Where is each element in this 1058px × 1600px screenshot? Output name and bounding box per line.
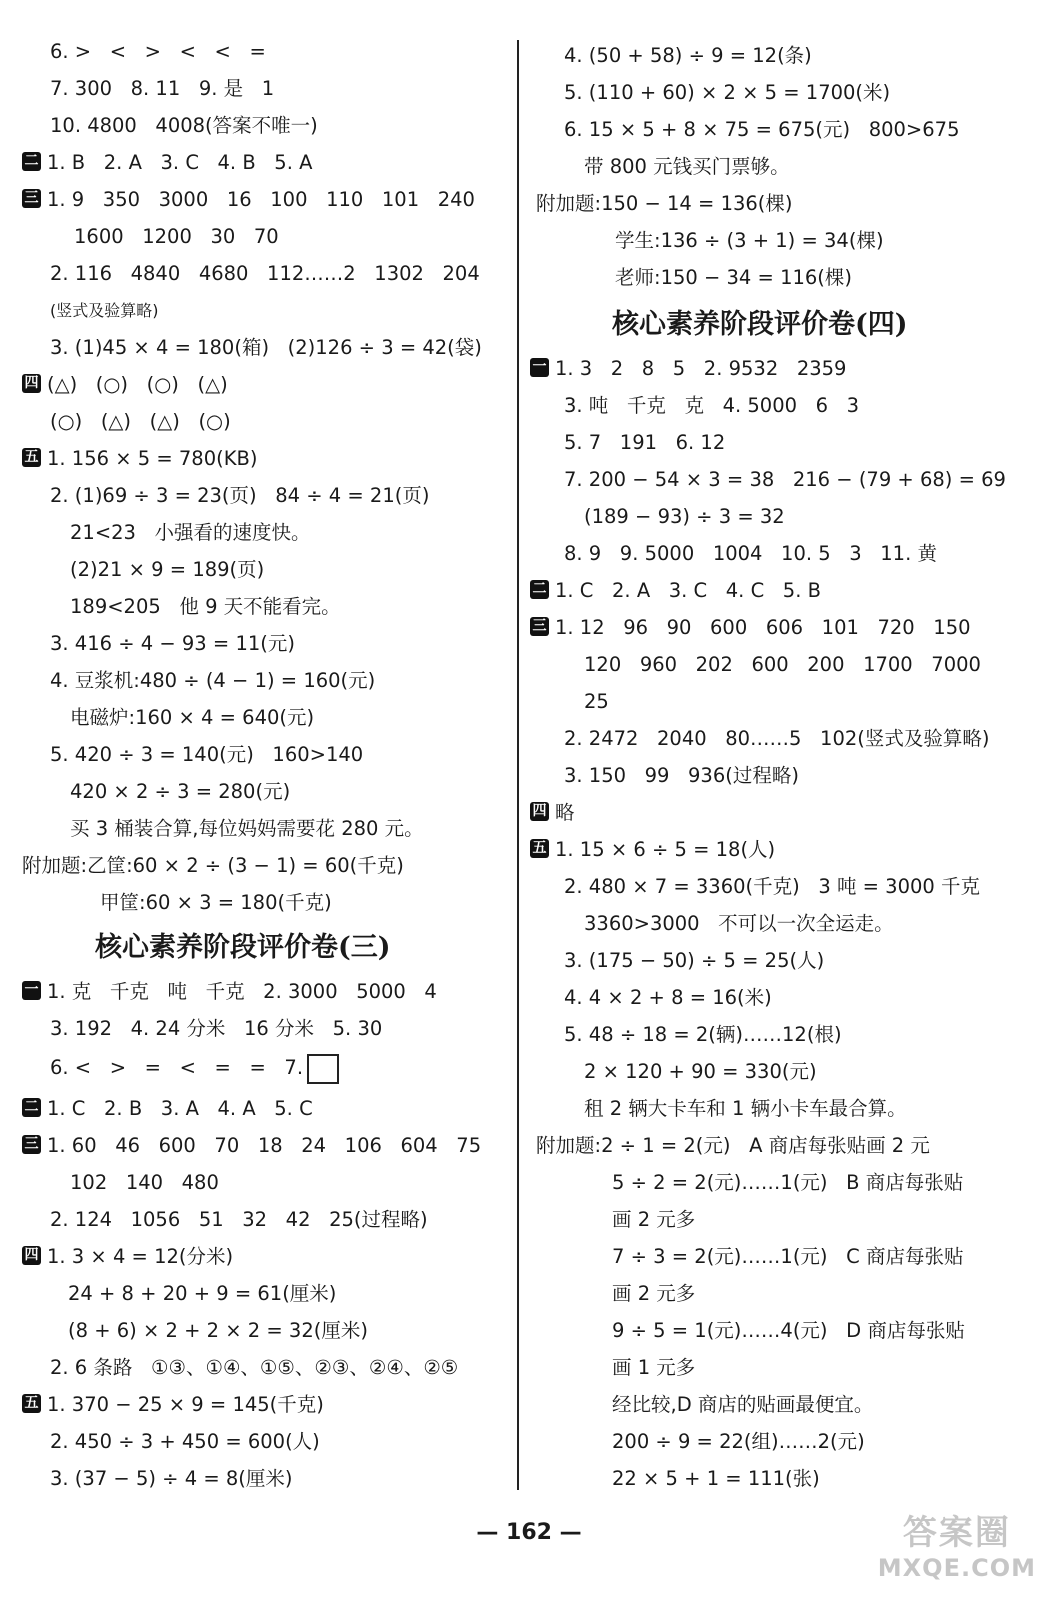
answer-text: 1600 1200 30 70 (74, 225, 279, 248)
answer-text: 附加题:乙筐:60 × 2 ÷ (3 − 1) = 60(千克) (22, 854, 404, 877)
answer-text: 7. 200 − 54 × 3 = 38 216 − (79 + 68) = 69 (564, 468, 1006, 491)
answer-line (530, 353, 846, 387)
answer-text: 3. (1)45 × 4 = 180(箱) (2)126 ÷ 3 = 42(袋) (50, 336, 482, 359)
section-badge: 二 (22, 1098, 41, 1117)
answer-text: (△) (○) (○) (△) (47, 373, 228, 396)
answer-line (530, 575, 821, 609)
answer-text: 2. 2472 2040 80……5 102(竖式及验算略) (564, 727, 990, 750)
answer-text: 1. 9 350 3000 16 100 110 101 240 (47, 188, 475, 211)
answer-text: 22 × 5 + 1 = 111(张) (612, 1467, 820, 1490)
answer-text: 10. 4800 4008(答案不唯一) (50, 114, 318, 137)
answer-text: 24 + 8 + 20 + 9 = 61(厘米) (68, 1282, 337, 1305)
answer-text: 1. 克 千克 吨 千克 2. 3000 5000 4 (47, 980, 437, 1003)
answer-text: 租 2 辆大卡车和 1 辆小卡车最合算。 (584, 1097, 907, 1120)
answer-line (50, 739, 363, 773)
column-divider (517, 40, 519, 1490)
answer-text: 电磁炉:160 × 4 = 640(元) (70, 706, 315, 729)
answer-line (564, 114, 960, 148)
answer-text: (8 + 6) × 2 + 2 × 2 = 32(厘米) (68, 1319, 368, 1342)
square-shape (307, 1054, 339, 1084)
answer-line (50, 406, 231, 440)
answer-text: 甲筐:60 × 3 = 180(千克) (100, 891, 332, 914)
answer-text: 4. 4 × 2 + 8 = 16(米) (564, 986, 772, 1009)
answer-line (70, 776, 290, 810)
section-badge: 一 (530, 358, 549, 377)
answer-line (612, 1278, 695, 1312)
answer-line (530, 797, 575, 831)
answer-line (22, 850, 404, 884)
answer-line (564, 871, 980, 905)
answer-text: 3360>3000 不可以一次全运走。 (584, 912, 894, 935)
answer-line (612, 1352, 695, 1386)
answer-line (50, 1352, 458, 1386)
answer-text: (竖式及验算略) (50, 301, 159, 320)
section-badge: 三 (530, 617, 549, 636)
section-badge: 四 (22, 1246, 41, 1265)
answer-line (564, 464, 1006, 498)
answer-text: 102 140 480 (70, 1171, 219, 1194)
section-badge: 二 (22, 152, 41, 171)
section-badge: 一 (22, 981, 41, 1000)
answer-line (70, 517, 311, 551)
answer-line (50, 258, 480, 292)
answer-line (22, 443, 258, 477)
answer-line (22, 1093, 313, 1127)
answer-line (22, 147, 312, 181)
answer-text: 3. (175 − 50) ÷ 5 = 25(人) (564, 949, 825, 972)
answer-line (530, 834, 775, 868)
answer-text: 学生:136 ÷ (3 + 1) = 34(棵) (615, 229, 884, 252)
answer-line (612, 1315, 965, 1349)
answer-text: 画 2 元多 (612, 1282, 696, 1305)
answer-line (50, 1426, 320, 1460)
answer-text: 3. 150 99 936(过程略) (564, 764, 799, 787)
answer-line (536, 1130, 930, 1164)
answer-line (22, 1130, 481, 1164)
answer-line (564, 760, 799, 794)
answer-line (612, 1426, 865, 1460)
answer-text: 买 3 桶装合算,每位妈妈需要花 280 元。 (70, 817, 424, 840)
answer-text: 21<23 小强看的速度快。 (70, 521, 311, 544)
answer-text: 1. B 2. A 3. C 4. B 5. A (47, 151, 313, 174)
answer-line (50, 332, 482, 366)
answer-text: 8. 9 9. 5000 1004 10. 5 3 11. 黄 (564, 542, 937, 565)
answer-text: 附加题:2 ÷ 1 = 2(元) A 商店每张贴画 2 元 (536, 1134, 930, 1157)
answer-line (50, 665, 375, 699)
answer-text: (○) (△) (△) (○) (50, 410, 231, 433)
answer-line (68, 1278, 336, 1312)
section-badge: 三 (22, 1135, 41, 1154)
answer-line (584, 1056, 817, 1090)
answer-line (50, 480, 429, 514)
section-badge: 四 (530, 802, 549, 821)
answer-text: 6. < > = < = = 7. (50, 1056, 304, 1079)
answer-line (584, 1093, 907, 1127)
answer-text: 3. 192 4. 24 分米 16 分米 5. 30 (50, 1017, 383, 1040)
section-badge: 二 (530, 580, 549, 599)
answer-line (70, 702, 314, 736)
section-title: 核心素养阶段评价卷(三) (95, 932, 391, 963)
answer-text: 2. 116 4840 4680 112……2 1302 204 (50, 262, 480, 285)
section-title: 核心素养阶段评价卷(四) (612, 309, 908, 340)
answer-line (564, 982, 772, 1016)
answer-text: 2. 480 × 7 = 3360(千克) 3 吨 = 3000 千克 (564, 875, 981, 898)
answer-line (22, 1389, 324, 1423)
answer-line (50, 1052, 339, 1086)
answer-line (612, 1204, 695, 1238)
answer-line (536, 188, 793, 222)
section-badge: 五 (22, 448, 41, 467)
answer-line (22, 369, 228, 403)
answer-line (70, 1167, 219, 1201)
answer-text: 4. (50 + 58) ÷ 9 = 12(条) (564, 44, 812, 67)
answer-text: 120 960 202 600 200 1700 7000 (584, 653, 981, 676)
answer-line (612, 1241, 963, 1275)
answer-text: (189 − 93) ÷ 3 = 32 (584, 505, 785, 528)
answer-line (564, 40, 812, 74)
answer-text: 略 (555, 801, 575, 824)
watermark-logo (878, 1505, 1036, 1582)
answer-text: 3. 416 ÷ 4 − 93 = 11(元) (50, 632, 295, 655)
answer-text: 5 ÷ 2 = 2(元)……1(元) B 商店每张贴 (612, 1171, 964, 1194)
watermark-text: 答案圈 (902, 1513, 1011, 1553)
answer-text: 5. 420 ÷ 3 = 140(元) 160>140 (50, 743, 364, 766)
answer-line (564, 390, 859, 424)
answer-text: 1. 60 46 600 70 18 24 106 604 75 (47, 1134, 482, 1157)
answer-text: 7. 300 8. 11 9. 是 1 (50, 77, 275, 100)
answer-line (612, 1167, 963, 1201)
answer-text: 附加题:150 − 14 = 136(棵) (536, 192, 793, 215)
answer-text: 3. (37 − 5) ÷ 4 = 8(厘米) (50, 1467, 293, 1490)
section-badge: 五 (22, 1394, 41, 1413)
answer-line (50, 1204, 428, 1238)
answer-line (50, 1463, 292, 1497)
answer-line (584, 649, 981, 683)
answer-line (50, 73, 274, 107)
section-badge: 五 (530, 839, 549, 858)
answer-text: 1. 156 × 5 = 780(KB) (47, 447, 258, 470)
answer-text: 画 2 元多 (612, 1208, 696, 1231)
answer-line (584, 686, 609, 720)
answer-line (564, 427, 725, 461)
answer-line (564, 538, 937, 572)
answer-text: 1. 15 × 6 ÷ 5 = 18(人) (555, 838, 776, 861)
answer-line (68, 1315, 368, 1349)
answer-line (70, 813, 424, 847)
answer-text: 带 800 元钱买门票够。 (584, 155, 790, 178)
answer-text: 200 ÷ 9 = 22(组)……2(元) (612, 1430, 865, 1453)
answer-text: 5. (110 + 60) × 2 × 5 = 1700(米) (564, 81, 891, 104)
answer-line (100, 887, 332, 921)
answer-line (50, 295, 159, 329)
answer-text: (2)21 × 9 = 189(页) (70, 558, 265, 581)
answer-text: 1. 3 × 4 = 12(分米) (47, 1245, 234, 1268)
watermark-url: MXQE.COM (877, 1554, 1036, 1582)
answer-line (50, 1013, 382, 1047)
answer-text: 2. 124 1056 51 32 42 25(过程略) (50, 1208, 428, 1231)
answer-line (584, 151, 790, 185)
answer-text: 1. 370 − 25 × 9 = 145(千克) (47, 1393, 324, 1416)
answer-text: 1. 12 96 90 600 606 101 720 150 (555, 616, 971, 639)
answer-line (584, 908, 894, 942)
answer-text: 5. 48 ÷ 18 = 2(辆)……12(根) (564, 1023, 842, 1046)
answer-line (74, 221, 279, 255)
answer-line (50, 628, 295, 662)
answer-line (22, 184, 475, 218)
answer-line (530, 612, 971, 646)
answer-text: 1. 3 2 8 5 2. 9532 2359 (555, 357, 847, 380)
answer-text: 25 (584, 690, 609, 713)
answer-text: 5. 7 191 6. 12 (564, 431, 726, 454)
answer-text: 3. 吨 千克 克 4. 5000 6 3 (564, 394, 860, 417)
answer-text: 1. C 2. B 3. A 4. A 5. C (47, 1097, 313, 1120)
answer-line (612, 1389, 873, 1423)
answer-line (22, 976, 437, 1010)
section-badge: 三 (22, 189, 41, 208)
answer-line (584, 501, 785, 535)
answer-text: 2 × 120 + 90 = 330(元) (584, 1060, 817, 1083)
answer-line (615, 262, 852, 296)
answer-text: 9 ÷ 5 = 1(元)……4(元) D 商店每张贴 (612, 1319, 965, 1342)
answer-text: 6. 15 × 5 + 8 × 75 = 675(元) 800>675 (564, 118, 960, 141)
answer-text: 经比较,D 商店的贴画最便宜。 (612, 1393, 874, 1416)
answer-line (50, 110, 318, 144)
page-number: — 162 — (476, 1520, 582, 1545)
answer-text: 7 ÷ 3 = 2(元)……1(元) C 商店每张贴 (612, 1245, 964, 1268)
answer-text: 6. > < > < < = (50, 40, 266, 63)
section-badge: 四 (22, 374, 41, 393)
answer-text: 420 × 2 ÷ 3 = 280(元) (70, 780, 291, 803)
answer-line (564, 1019, 842, 1053)
answer-line (70, 554, 264, 588)
answer-line (70, 591, 341, 625)
answer-line (615, 225, 884, 259)
answer-text: 4. 豆浆机:480 ÷ (4 − 1) = 160(元) (50, 669, 376, 692)
answer-text: 2. (1)69 ÷ 3 = 23(页) 84 ÷ 4 = 21(页) (50, 484, 430, 507)
answer-line (564, 77, 890, 111)
answer-line (22, 1241, 233, 1275)
answer-line (50, 36, 266, 70)
answer-text: 2. 450 ÷ 3 + 450 = 600(人) (50, 1430, 320, 1453)
answer-line (612, 1463, 820, 1497)
answer-line (564, 723, 990, 757)
answer-text: 画 1 元多 (612, 1356, 696, 1379)
answer-line (564, 945, 824, 979)
answer-text: 2. 6 条路 ①③、①④、①⑤、②③、②④、②⑤ (50, 1356, 459, 1379)
answer-text: 1. C 2. A 3. C 4. C 5. B (555, 579, 821, 602)
answer-text: 189<205 他 9 天不能看完。 (70, 595, 341, 618)
answer-text: 老师:150 − 34 = 116(棵) (615, 266, 853, 289)
